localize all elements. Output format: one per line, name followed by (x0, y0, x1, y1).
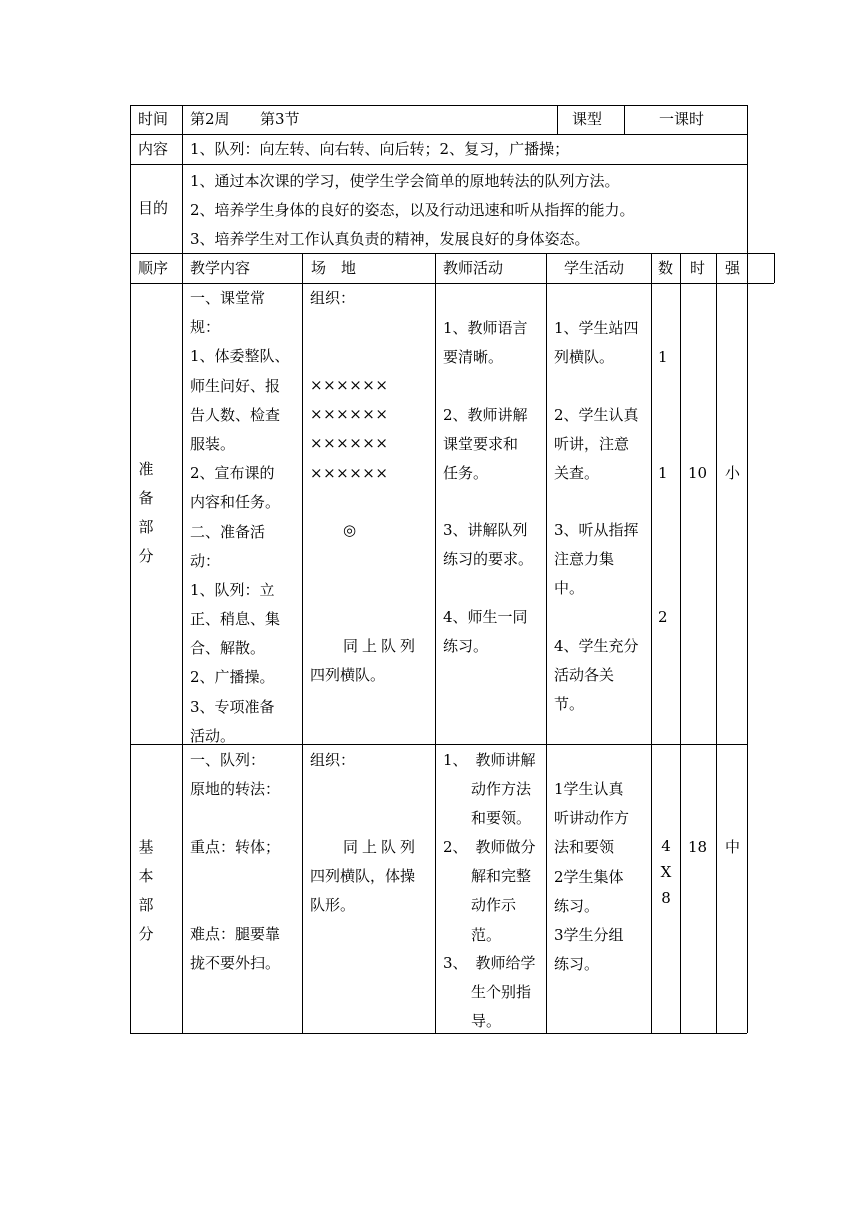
main-count: 4 X 8 (660, 837, 672, 907)
main-intensity: 中 (725, 838, 741, 856)
formation-row: ×××××× (310, 434, 389, 453)
prep-count: 1 (658, 464, 668, 482)
time-label: 时间 (138, 110, 169, 128)
formation-diagram (310, 371, 388, 488)
main-venue-label: 组织： (310, 751, 356, 769)
column-header-count: 数 (658, 259, 674, 277)
section-value: 第3节 (260, 110, 300, 128)
prep-student-item: 4、学生充分 活动各关 节。 (554, 637, 639, 714)
main-section-label: 基 本 部 分 (138, 838, 154, 943)
column-header-student: 学生活动 (564, 259, 625, 277)
prep-teacher-item: 3、讲解队列 练习的要求。 (443, 521, 534, 569)
main-teacher-item: 3、 教师给学 生个别指 导。 (443, 954, 536, 1031)
column-header-venue: 场 地 (311, 259, 357, 277)
prep-content: 一、课堂常 规： 1、体委整队、 师生问好、报 告人数、检查 服装。 2、宣布课的 内容和任务。 二、准备活 动： 1、队列：立 正、稍息、集 合、解散。 2、广播操。 3、专项准备 活动。 (190, 289, 290, 745)
main-teacher-item: 2、 教师做分 解和完整 动作示 范。 (443, 838, 536, 944)
lesson-type-label: 课型 (572, 110, 603, 128)
difficulty-point: 难点：腿要靠 拢不要外扫。 (190, 925, 281, 973)
prep-student-item: 1、学生站四 列横队。 (554, 319, 639, 367)
prep-venue-note: 同上队列 四列横队。 (310, 637, 420, 685)
main-content: 一、队列： 原地的转法： (190, 751, 281, 799)
prep-student-item: 2、学生认真 听讲，注意 关查。 (554, 406, 639, 483)
main-student-activity: 1学生认真 听讲动作方 法和要领 2学生集体 练习。 3学生分组 练习。 (554, 780, 630, 974)
content-value: 1、队列：向左转、向右转、向后转；2、复习，广播操； (190, 140, 570, 158)
prep-count: 2 (658, 608, 668, 626)
formation-row: ×××××× (310, 405, 389, 424)
goal-line: 1、通过本次课的学习，使学生学会简单的原地转法的队列方法。 (190, 172, 620, 190)
content-label: 内容 (138, 140, 169, 158)
formation-row: ×××××× (310, 376, 389, 394)
week-value: 第2周 (190, 110, 230, 128)
prep-time: 10 (688, 464, 708, 482)
column-header-intensity: 强 (725, 259, 741, 277)
teacher-position-symbol: ◎ (343, 521, 357, 539)
prep-teacher-item: 2、教师讲解 课堂要求和 任务。 (443, 406, 528, 483)
main-teacher-item: 1、 教师讲解 动作方法 和要领。 (443, 751, 536, 828)
goal-label: 目的 (138, 199, 169, 217)
key-point: 重点：转体； (190, 838, 281, 856)
prep-venue-label: 组织： (310, 289, 356, 307)
column-header-order: 顺序 (138, 259, 169, 277)
main-time: 18 (688, 838, 708, 856)
prep-student-item: 3、听从指挥 注意力集 中。 (554, 521, 639, 598)
prep-intensity: 小 (725, 464, 741, 482)
column-header-content: 教学内容 (190, 259, 251, 277)
prep-count: 1 (658, 348, 668, 366)
goal-line: 3、培养学生对工作认真负责的精神，发展良好的身体姿态。 (190, 230, 590, 248)
goal-line: 2、培养学生身体的良好的姿态，以及行动迅速和听从指挥的能力。 (190, 201, 635, 219)
main-venue-note: 同上队列 四列横队，体操 队形。 (310, 838, 420, 915)
column-header-teacher: 教师活动 (443, 259, 504, 277)
prep-teacher-item: 4、师生一同 练习。 (443, 608, 528, 656)
prep-teacher-item: 1、教师语言 要清晰。 (443, 319, 528, 367)
column-header-time: 时 (690, 259, 706, 277)
formation-row: ×××××× (310, 463, 389, 482)
prep-section-label: 准 备 部 分 (138, 460, 154, 565)
lesson-type-value: 一课时 (659, 110, 705, 128)
